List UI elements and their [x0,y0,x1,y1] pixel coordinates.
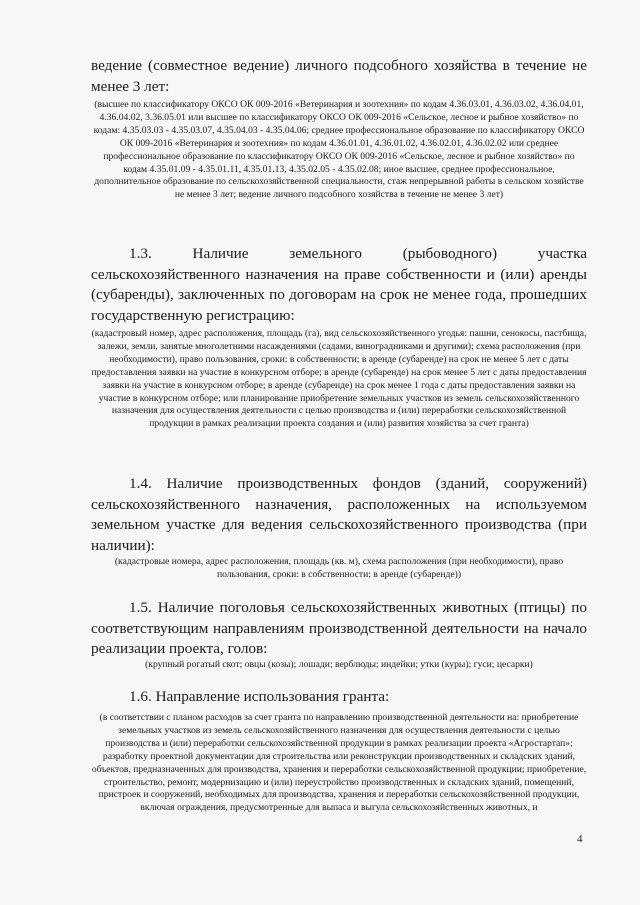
section-1-3-paragraph: 1.3. Наличие земельного (рыбоводного) участка сельскохозяйственного назначения на праве собственности и (или) аренды (субаренды), заключенных по договорам на срок не менее года, прошедших государственную регистрацию: [91,245,587,324]
section-1-4-paragraph: 1.4. Наличие производственных фондов (зданий, сооружений) сельскохозяйственного назначения, расположенных на используемом земельном участке для ведения сельскохозяйственного производства (при наличии): [91,475,587,554]
section-1-5-note: (крупный рогатый скот; овцы (козы); лошади; верблюды; индейки; утки (куры); гуси; цесарки) [145,659,533,670]
section-1-5-paragraph: 1.5. Наличие поголовья сельскохозяйственных животных (птицы) по соответствующим направлениям производственной деятельности на начало реализации проекта, голов: [91,599,587,657]
page-number: 4 [577,833,583,845]
section-1-6-note: (в соответствии с планом расходов за счет гранта по направлению производственной деятельности на: приобретение земельных участков из земель сельскохозяйственного назначения для осуществления деятельности с целью производства и (или) переработки сельскохозяйственной продукции в рамках реализации проекта «Агростартап»; разработку проектной документации для строительства или реконструкции производственных и складских зданий, объектов, предназначенных для производства, хранения и переработки сельскохозяйственной продукции; приобретение, строительство, ремонт, модернизацию и (или) переустройство производственных и складских зданий, помещений, пристроек и сооружений, необходимых для производства, хранения и переработки сельскохозяйственной продукции, включая ограждения, предусмотренные для выпаса и выгула сельскохозяйственных животных, и [91,712,587,814]
section-1-6-heading: 1.6. Направление использования гранта: [129,688,390,705]
intro-paragraph: ведение (совместное ведение) личного подсобного хозяйства в течение не менее 3 лет: [91,57,587,95]
section-1-3-note: (кадастровый номер, адрес расположения, площадь (га), вид сельскохозяйственного угодья: пашни, сенокосы, пастбища, залежи, земли, занятые многолетними насаждениями (садами, виноградниками и другими); схема расположения (при необходимости), право пользования, сроки: в собственности; в аренде (субаренде) на срок не менее 5 лет с даты предоставления заявки на участие в конкурсном отборе; в аренде (субаренде) на срок менее 5 лет с даты предоставления заявки на участие в конкурсном отборе; в аренде (субаренде) на срок менее 1 года с даты предоставления заявки на участие в конкурсном отборе; или планирование приобретение земельных участков из земель сельскохозяйственного назначения для осуществления деятельности с целью производства и (или) переработки сельскохозяйственной продукции в рамках реализации проекта создания и (или) развития хозяйства за счет гранта) [91,328,587,430]
section-1-4-note: (кадастровые номера, адрес расположения, площадь (кв. м), схема расположения (при необходимости), право пользования, сроки: в собственности; в аренде (субаренде)) [114,556,564,580]
intro-note: (высшее по классификатору ОКСО ОК 009-2016 «Ветеринария и зоотехния» по кодам 4.36.03.01, 4.36.03.02, 4.36.04.01, 4.36.04.02, 3.36.05.01 или высшее по классификатору ОКСО ОК 009-2016 «Сельское, лесное и рыбное хозяйство» по кодам: 4.35.03.03 - 4.35.03.07, 4.35.04.03 - 4.35.04.06; среднее профессиональное образование по классификатору ОКСО ОК 009-2016 «Ветеринария и зоотехния» по кодам 4.36.01.01, 4.36.01.02, 4.36.02.01, 4.36.02.02 или среднее профессиональное образование по классификатору ОКСО ОК 009-2016 «Сельское, лесное и рыбное хозяйство» по кодам 4.35.01.09 - 4.35.01.11, 4.35.01.13, 4.35.02.05 - 4.35.02.08; иное высшее, среднее профессиональное, дополнительное образование по сельскохозяйственной специальности, стаж непрерывной работы в сельском хозяйстве не менее 3 лет; ведение личного подсобного хозяйства в течение не менее 3 лет) [93,99,585,201]
